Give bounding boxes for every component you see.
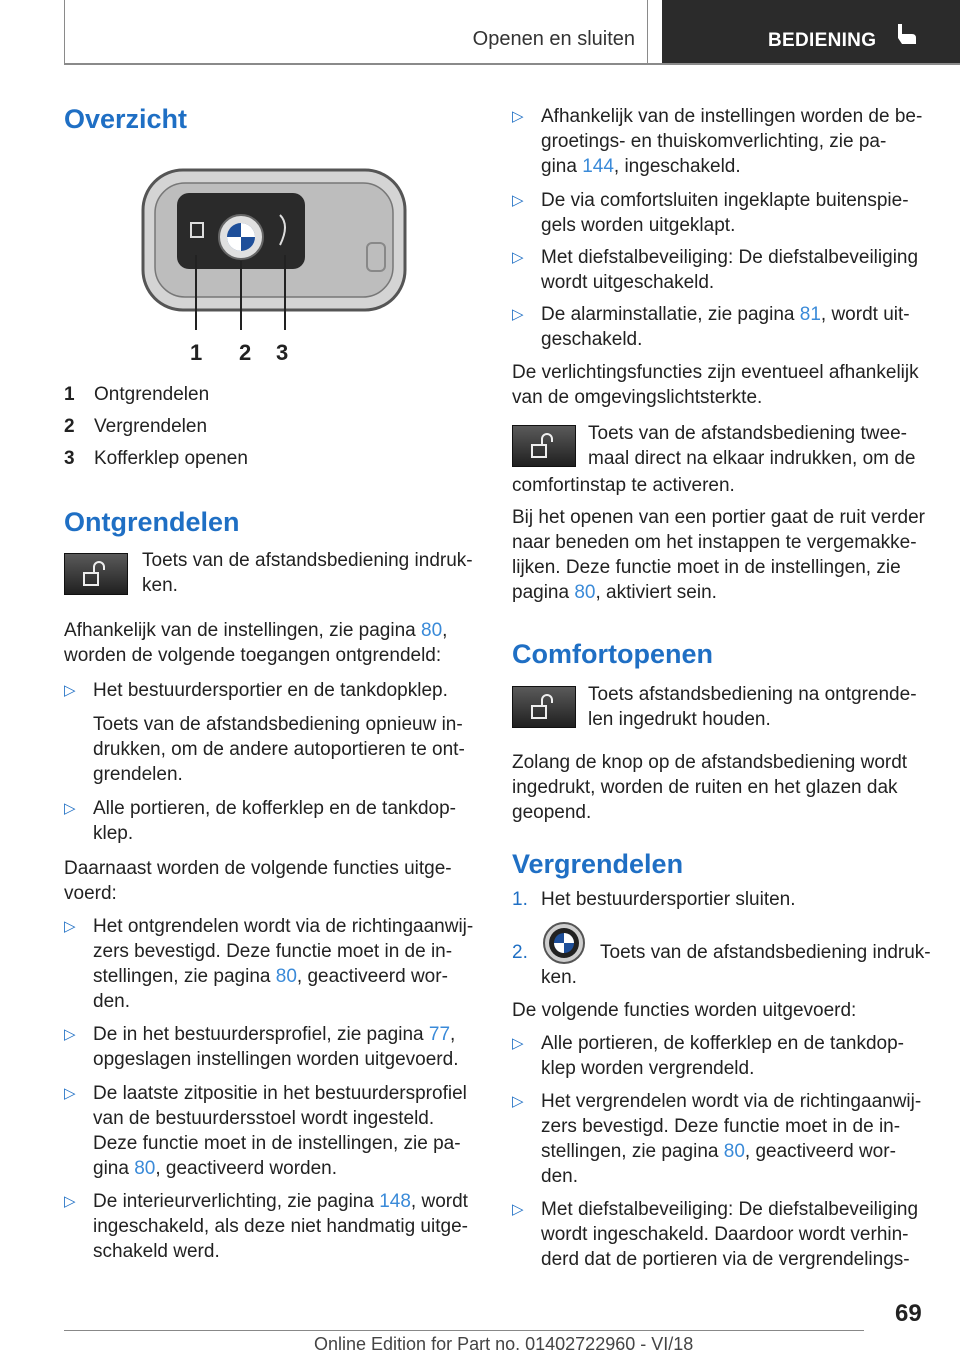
key-fob-illustration bbox=[135, 165, 415, 365]
list-item-cont: klep worden vergrendeld. bbox=[541, 1058, 755, 1079]
list-item-cont: stellingen, zie pagina 80, geactiveerd wor- bbox=[541, 1141, 896, 1162]
window-text: lijken. Deze functie moet in de instellingen, zie bbox=[512, 557, 901, 578]
step-text: Het bestuurdersportier sluiten. bbox=[541, 889, 796, 910]
list-item-cont: geschakeld. bbox=[541, 329, 643, 350]
also-text: voerd: bbox=[64, 883, 117, 904]
step-item: 2. bbox=[512, 942, 528, 963]
list-item-cont: klep. bbox=[93, 823, 134, 844]
list-item-cont: wordt ingeschakeld. Daardoor wordt verhin- bbox=[541, 1224, 909, 1245]
page-link[interactable]: 80 bbox=[421, 620, 443, 641]
callout-2: 2 bbox=[239, 340, 252, 365]
window-text: pagina 80, aktiviert sein. bbox=[512, 582, 717, 603]
header-section bbox=[64, 0, 648, 63]
heading-comfort-open: Comfortopenen bbox=[512, 639, 713, 669]
page-link[interactable]: 80 bbox=[134, 1158, 156, 1179]
comfort-text: Zolang de knop op de afstandsbediening wordt bbox=[512, 752, 908, 773]
callout-1: 1 bbox=[190, 340, 203, 365]
step-text: Toets van de afstandsbediening indruk- bbox=[600, 942, 931, 963]
header-rule bbox=[64, 63, 960, 65]
unlock-button-image bbox=[512, 686, 576, 728]
page-number: 69 bbox=[895, 1300, 922, 1327]
unlock-icon bbox=[530, 694, 560, 720]
step-text: ken. bbox=[541, 967, 577, 988]
step-item: 1. bbox=[512, 889, 528, 910]
list-item-cont: schakeld werd. bbox=[93, 1241, 220, 1262]
list-item-cont: opgeslagen instellingen worden uitgevoerd. bbox=[93, 1049, 459, 1070]
window-text: naar beneden om het instappen te vergemakke- bbox=[512, 532, 917, 553]
page-link[interactable]: 80 bbox=[723, 1141, 745, 1162]
dependency-text-l2: worden de volgende toegangen ontgrendeld: bbox=[64, 645, 442, 666]
header-chapter-title: BEDIENING bbox=[768, 30, 877, 51]
bmw-logo-icon bbox=[542, 921, 586, 965]
page-link[interactable]: 80 bbox=[574, 582, 596, 603]
header-section-title: Openen en sluiten bbox=[472, 28, 635, 50]
double-press-text: comfortinstap te activeren. bbox=[512, 475, 735, 496]
page-link[interactable]: 144 bbox=[582, 156, 614, 177]
lighting-text: De verlichtingsfuncties zijn eventueel afhankelijk bbox=[512, 362, 919, 383]
unlock-button-image bbox=[512, 425, 576, 467]
page-link[interactable]: 148 bbox=[379, 1191, 411, 1212]
footer-edition: Online Edition for Part no. 01402722960 - VI/18 bbox=[314, 1334, 694, 1354]
list-item-cont: zers bevestigd. Deze functie moet in de in- bbox=[541, 1116, 901, 1137]
window-text: Bij het openen van een portier gaat de ruit verder bbox=[512, 507, 925, 528]
sub-text: drukken, om de andere autoportieren te ont- bbox=[93, 739, 465, 760]
list-item-cont: zers bevestigd. Deze functie moet in de in- bbox=[93, 941, 453, 962]
list-item-cont: ingeschakeld, als deze niet handmatig uitge- bbox=[93, 1216, 468, 1237]
unlock-icon bbox=[530, 433, 560, 459]
list-item-cont: van de bestuurdersstoel wordt ingesteld. bbox=[93, 1108, 435, 1129]
page-link[interactable]: 77 bbox=[428, 1024, 451, 1045]
list-item-cont: gina 144, ingeschakeld. bbox=[541, 156, 741, 177]
unlock-icon bbox=[82, 561, 112, 587]
page-link[interactable]: 80 bbox=[275, 966, 297, 987]
list-item-cont: den. bbox=[541, 1166, 578, 1187]
list-item-cont: gels worden uitgeklapt. bbox=[541, 215, 736, 236]
list-item-cont: gina 80, geactiveerd worden. bbox=[93, 1158, 338, 1179]
list-item-cont: Deze functie moet in de instellingen, zie pa- bbox=[93, 1133, 461, 1154]
heading-lock: Vergrendelen bbox=[512, 849, 684, 879]
comfort-text: geopend. bbox=[512, 802, 592, 823]
page-link[interactable]: 81 bbox=[799, 304, 821, 325]
double-press-text: Toets van de afstandsbediening twee- bbox=[588, 423, 907, 444]
double-press-text: maal direct na elkaar indrukken, om de bbox=[588, 448, 916, 469]
list-item-cont: groetings- en thuiskomverlichting, zie pa- bbox=[541, 131, 887, 152]
header-chapter-tab bbox=[662, 0, 960, 63]
sub-text: grendelen. bbox=[93, 764, 183, 785]
sub-text: Toets van de afstandsbediening opnieuw in- bbox=[93, 714, 463, 735]
hand-pointer-icon bbox=[892, 20, 920, 48]
list-item-cont: wordt uitgeschakeld. bbox=[541, 272, 715, 293]
comfort-instruction: Toets afstandsbediening na ontgrende- bbox=[588, 684, 917, 705]
lighting-text: van de omgevingslichtsterkte. bbox=[512, 387, 763, 408]
dependency-text: Afhankelijk van de instellingen, zie pagina 80, bbox=[64, 620, 448, 641]
unlock-instruction-l2: ken. bbox=[142, 575, 178, 596]
also-text: Daarnaast worden de volgende functies uitge- bbox=[64, 858, 452, 879]
follow-text: De volgende functies worden uitgevoerd: bbox=[512, 1000, 857, 1021]
comfort-text: ingedrukt, worden de ruiten en het glazen dak bbox=[512, 777, 898, 798]
comfort-instruction: len ingedrukt houden. bbox=[588, 709, 771, 730]
list-item-cont: derd dat de portieren via de vergrendelings- bbox=[541, 1249, 910, 1270]
list-item-cont: stellingen, zie pagina 80, geactiveerd wor- bbox=[93, 966, 448, 987]
heading-overview: Overzicht bbox=[64, 104, 188, 134]
unlock-instruction-l1: Toets van de afstandsbediening indruk- bbox=[142, 550, 473, 571]
list-item-cont: den. bbox=[93, 991, 130, 1012]
callout-3: 3 bbox=[276, 340, 289, 365]
unlock-button-image bbox=[64, 553, 128, 595]
footer-rule bbox=[64, 1330, 864, 1331]
heading-unlock: Ontgrendelen bbox=[64, 507, 240, 537]
